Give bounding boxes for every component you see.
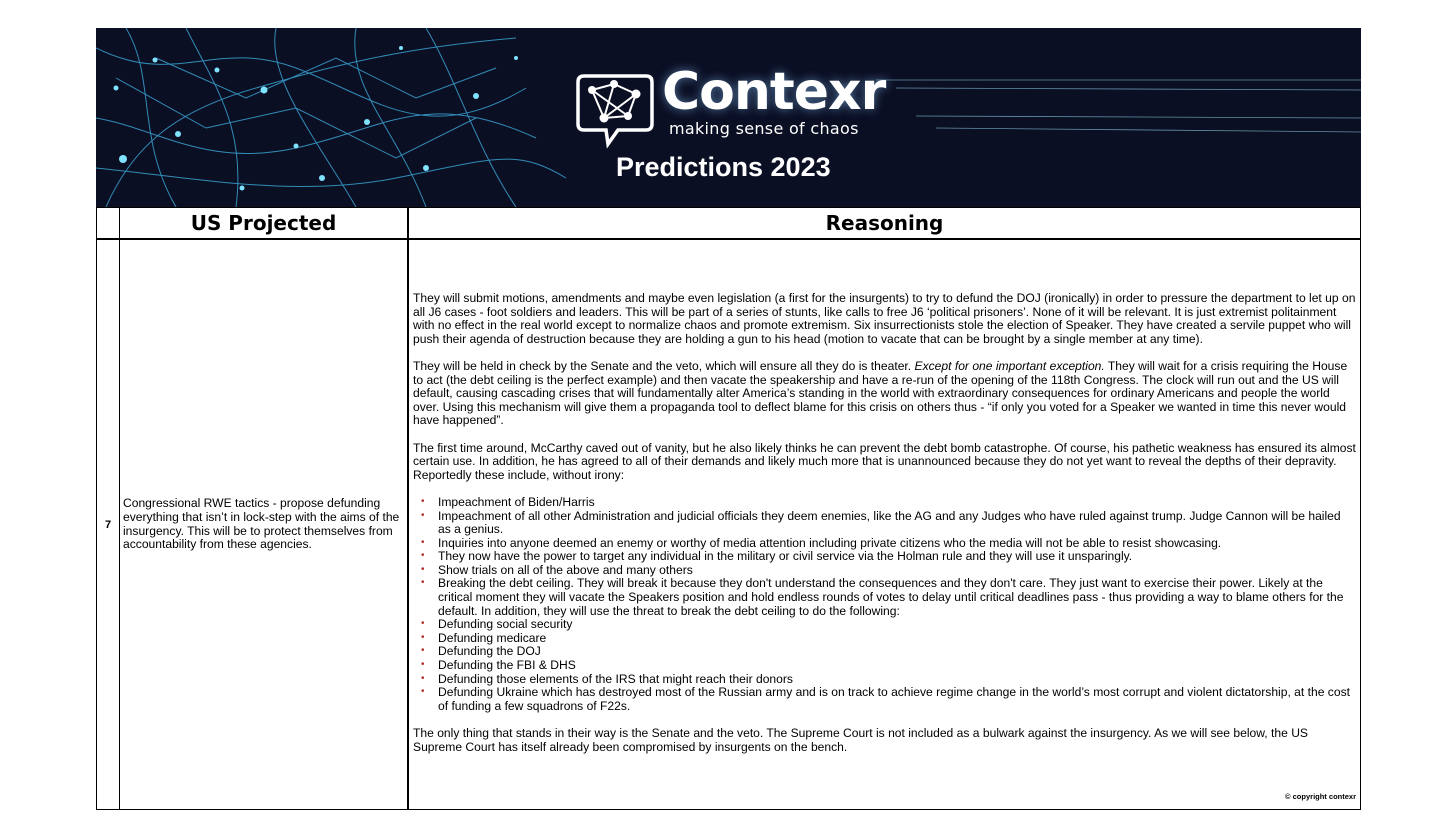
brand-name: Contexr <box>662 62 886 122</box>
projected-cell <box>120 240 409 810</box>
reasoning-paragraph-3: The first time around, McCarthy caved out of vanity, but he also likely thinks he can prevent the debt bomb catastrophe. Of course, his pathetic weakness has ensured its almost certain use. In addition, he has agreed to all of their demands and likely much more that is unannounced because they do not yet want to reveal the depths of their depravity. Reportedly these include, without irony: <box>413 440 1356 482</box>
row-number-text: 7 <box>104 518 112 531</box>
demands-list <box>413 496 1356 714</box>
reasoning-paragraph-1: They will submit motions, amendments and maybe even legislation (a first for the insurgents) to try to defund the DOJ (ironically) in order to pressure the department to let up on all J6 cases - foot soldiers and leaders. This will be part of a series of stunts, like calls to free J6 ‘political prisoners’. None of it will be relevant. It is just extremist politainment with no effect in the real world except to normalize chaos and promote extremism. Six insurrectionists stole the election of Speaker. They have created a servile puppet who will push their agenda of destruction because they are holding a gun to his head (motion to vacate that can be brought by a single member at any time). <box>413 291 1356 346</box>
row-number <box>96 240 120 810</box>
reasoning-cell <box>409 240 1361 810</box>
list-item: • They now have the power to target any individual in the military or civil service via the Holman rule and they will use it unsparingly. <box>438 550 1356 564</box>
list-item: • Defunding the DOJ <box>438 645 1356 659</box>
predictions-table <box>96 207 1361 810</box>
header-us-projected: US Projected <box>120 207 409 240</box>
brand-tagline: making sense of chaos <box>669 119 859 138</box>
list-item: • Impeachment of Biden/Harris <box>438 496 1356 510</box>
list-item: • Inquiries into anyone deemed an enemy or worthy of media attention including private citizens who the media will not be able to resist showcasing. <box>438 537 1356 551</box>
list-item: • Show trials on all of the above and many others <box>438 564 1356 578</box>
slide <box>96 28 1361 810</box>
header-banner <box>96 28 1361 207</box>
page-title: Predictions 2023 <box>616 152 831 182</box>
list-item: • Defunding the FBI & DHS <box>438 659 1356 673</box>
list-item: • Defunding medicare <box>438 632 1356 646</box>
list-item: • Defunding Ukraine which has destroyed most of the Russian army and is on track to achieve regime change in the world’s most corrupt and violent dictatorship, at the cost of funding a few squadrons of F22s. <box>438 686 1356 713</box>
projected-text: Congressional RWE tactics - propose defunding everything that isn’t in lock-step with the aims of the insurgency. This will be to protect themselves from accountability from these agencies. <box>123 496 400 552</box>
reasoning-paragraph-2-end: They will wait for a crisis requiring the House to act (the debt ceiling is the perfect example) and then vacate the speakership and have a re-run of the opening of the 118th Congress. The clock will run out and the US will default, causing cascading crises that will fundamentally alter America’s standing in the world with extraordinary consequences for ordinary Americans and people the world over. Using this mechanism will give them a propaganda tool to deflect blame for this crisis on others thus - “if only you voted for a Speaker we wanted in time this never would have happened”. <box>413 358 1348 428</box>
copyright-notice: © copyright contexr <box>1285 792 1356 802</box>
reasoning-paragraph-4: The only thing that stands in their way is the Senate and the veto. The Supreme Court is not included as a bulwark against the insurgency. As we will see below, the US Supreme Court has itself already been compromised by insurgents on the bench. <box>413 726 1308 754</box>
list-item: • Defunding those elements of the IRS that might reach their donors <box>438 673 1356 687</box>
list-item: • Breaking the debt ceiling. They will break it because they don't understand the consequences and they don't care. They just want to exercise their power. Likely at the critical moment they will vacate the Speakers position and hold endless rounds of votes to delay until critical deadlines pass - thus providing a way to blame others for the default. In addition, they will use the threat to break the debt ceiling to do the following: <box>438 577 1356 618</box>
list-item: • Defunding social security <box>438 618 1356 632</box>
reasoning-paragraph-2 <box>413 360 1356 428</box>
header-number-cell <box>96 207 120 240</box>
contexr-logo-icon <box>572 66 658 152</box>
reasoning-paragraph-2-italic: Except for one important exception. <box>914 358 1105 373</box>
list-item: • Impeachment of all other Administration and judicial officials they deem enemies, like the AG and any Judges who have ruled against trump. Judge Cannon will be hailed as a genius. <box>438 510 1356 537</box>
header-reasoning: Reasoning <box>409 207 1361 240</box>
reasoning-paragraph-2-start: They will be held in check by the Senate and the veto, which will ensure all they do is theater. <box>413 358 915 373</box>
